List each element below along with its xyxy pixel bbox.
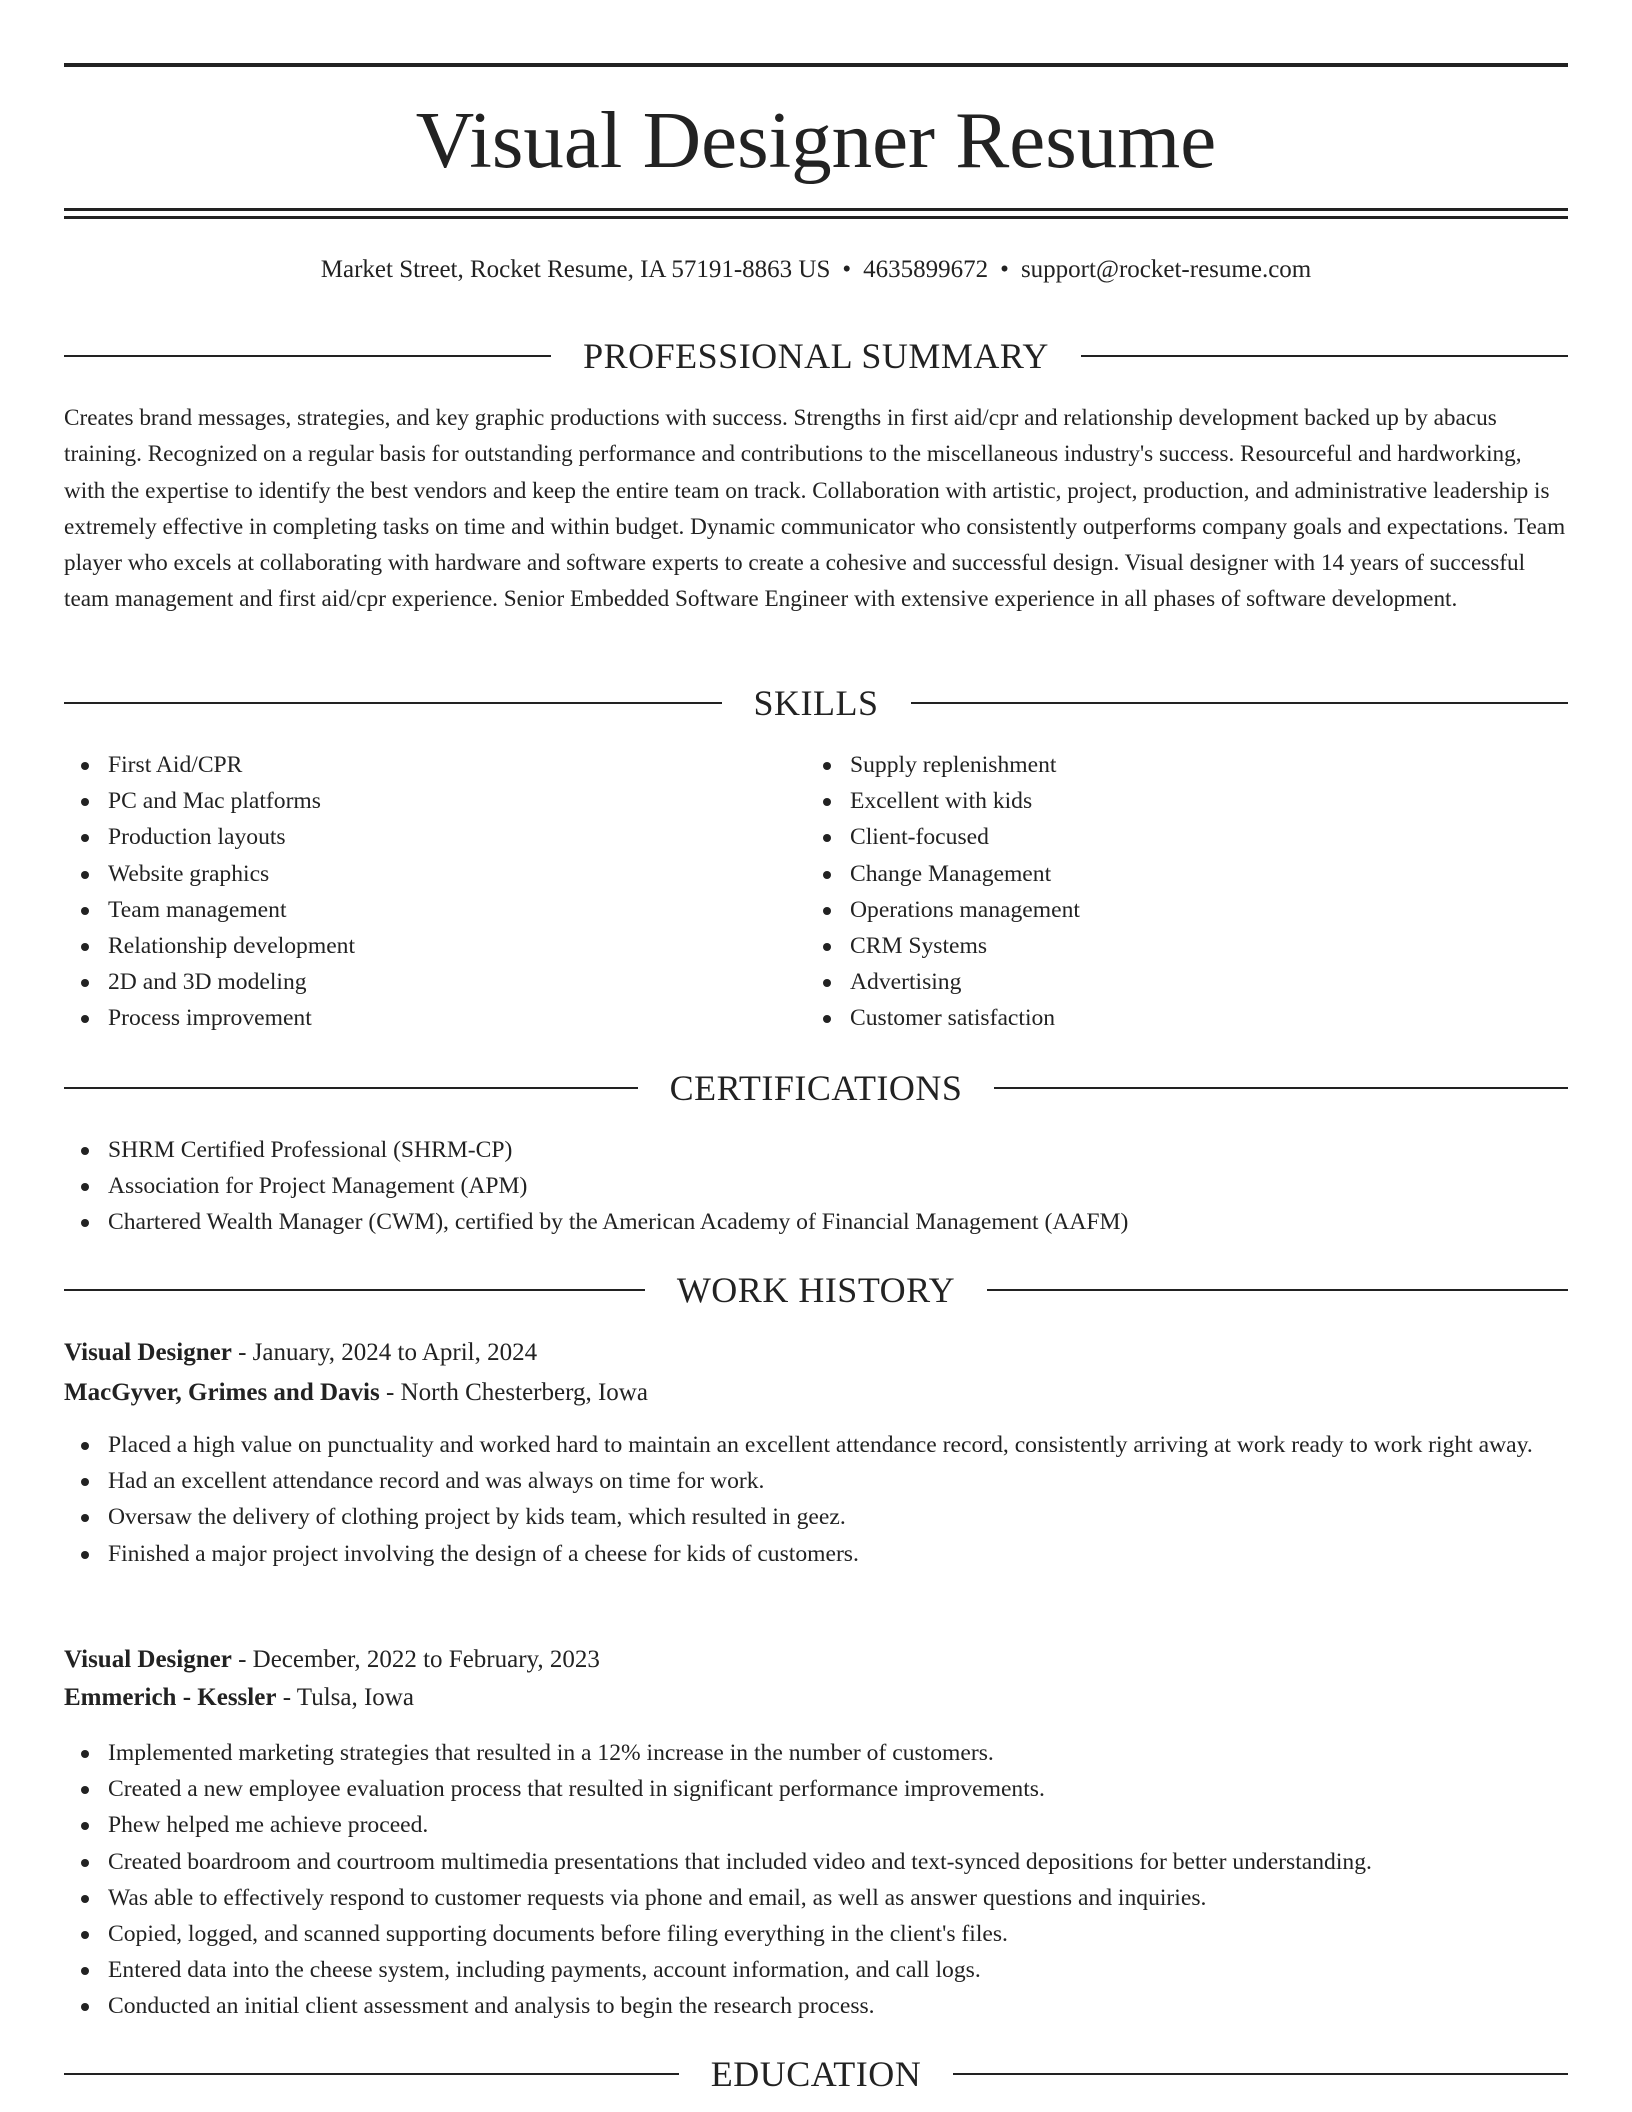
job-bullet: Copied, logged, and scanned supporting documents before filing everything in the client's files. [64, 1916, 1568, 1952]
skill-item: Supply replenishment [806, 747, 1506, 783]
contact-line [64, 252, 1568, 288]
heading-rule [64, 1289, 645, 1291]
job-company-line [64, 1679, 1568, 1717]
job-bullet: Phew helped me achieve proceed. [64, 1807, 1568, 1843]
certifications-list [64, 1132, 1568, 1241]
work-history-heading [64, 1268, 1568, 1312]
skill-item: Production layouts [64, 819, 764, 855]
skill-item: CRM Systems [806, 928, 1506, 964]
skills-list-right [806, 747, 1506, 1037]
job-bullet: Was able to effectively respond to customer requests via phone and email, as well as answer questions and inquiries. [64, 1880, 1568, 1916]
heading-rule [64, 355, 551, 357]
job-dates: - December, 2022 to February, 2023 [231, 1646, 600, 1673]
job-bullet: Conducted an initial client assessment and analysis to begin the research process. [64, 1988, 1568, 2024]
top-rule [64, 63, 1568, 67]
section-title: PROFESSIONAL SUMMARY [583, 336, 1049, 376]
page-title: Visual Designer Resume [415, 95, 1217, 185]
skill-item: Change Management [806, 856, 1506, 892]
contact-separator: • [1000, 256, 1009, 283]
title-rule-upper [64, 208, 1568, 211]
contact-separator: • [842, 256, 852, 283]
section-title: CERTIFICATIONS [669, 1068, 963, 1108]
job-bullet: Implemented marketing strategies that resulted in a 12% increase in the number of customers. [64, 1735, 1568, 1771]
skill-item: First Aid/CPR [64, 747, 764, 783]
skills-heading [64, 681, 1568, 725]
job-company: Emmerich - Kessler [64, 1684, 277, 1711]
certifications-heading [64, 1066, 1568, 1110]
job-bullet: Created boardroom and courtroom multimedia presentations that included video and text-synced depositions for better understanding. [64, 1844, 1568, 1880]
certification-item: Association for Project Management (APM) [64, 1168, 1568, 1204]
heading-rule [953, 2073, 1568, 2075]
skill-item: Excellent with kids [806, 783, 1506, 819]
job-title: Visual Designer [64, 1339, 232, 1366]
heading-rule [64, 702, 722, 704]
job-company: MacGyver, Grimes and Davis [64, 1379, 380, 1406]
section-title: WORK HISTORY [676, 1270, 956, 1310]
education-heading [64, 2052, 1568, 2096]
job-title: Visual Designer [64, 1646, 232, 1673]
job-company-line [64, 1374, 1568, 1412]
skill-item: Advertising [806, 964, 1506, 1000]
skill-item: Team management [64, 892, 764, 928]
job-bullets [64, 1427, 1568, 1572]
job-location: - Tulsa, Iowa [276, 1684, 414, 1711]
job-bullet: Finished a major project involving the design of a cheese for kids of customers. [64, 1536, 1568, 1572]
job-location: - North Chesterberg, Iowa [379, 1379, 648, 1406]
heading-rule [994, 1087, 1568, 1089]
skill-item: Customer satisfaction [806, 1000, 1506, 1036]
skills-list-left [64, 747, 764, 1037]
job-title-line [64, 1334, 1568, 1372]
skill-item: PC and Mac platforms [64, 783, 764, 819]
certification-item: Chartered Wealth Manager (CWM), certified by the American Academy of Financial Management (AAFM) [64, 1204, 1568, 1240]
heading-rule [1081, 355, 1568, 357]
heading-rule [64, 2073, 679, 2075]
heading-rule [987, 1289, 1568, 1291]
skill-item: Client-focused [806, 819, 1506, 855]
skill-item: Operations management [806, 892, 1506, 928]
title-rule-lower [64, 216, 1568, 219]
heading-rule [64, 1087, 638, 1089]
summary-text: Creates brand messages, strategies, and key graphic productions with success. Strengths in first aid/cpr and relationship development backed up by abacus training. Recognized on a regular basis for outstanding performance and contributions to the miscellaneous industry's success. Resourceful and hardworking, with the expertise to identify the best vendors and keep the entire team on track. Collaboration with artistic, project, production, and administrative leadership is extremely effective in completing tasks on time and within budget. Dynamic communicator who consistently outperforms company goals and expectations. Team player who excels at collaborating with hardware and software experts to create a cohesive and successful design. Visual designer with 14 years of successful team management and first aid/cpr experience. Senior Embedded Software Engineer with extensive experience in all phases of software development. [64, 405, 1566, 613]
job-bullet: Entered data into the cheese system, including payments, account information, and call logs. [64, 1952, 1568, 1988]
contact-email: support@rocket-resume.com [1020, 256, 1312, 283]
certification-item: SHRM Certified Professional (SHRM-CP) [64, 1132, 1568, 1168]
contact-phone: 4635899672 [863, 256, 989, 283]
contact-address: Market Street, Rocket Resume, IA 57191-8863 US [320, 256, 831, 283]
job-bullet: Created a new employee evaluation process that resulted in significant performance improvements. [64, 1771, 1568, 1807]
summary-heading [64, 334, 1568, 378]
skill-item: 2D and 3D modeling [64, 964, 764, 1000]
job-dates: - January, 2024 to April, 2024 [231, 1339, 538, 1366]
job-title-line [64, 1641, 1568, 1679]
job-bullets [64, 1735, 1568, 2025]
section-title: EDUCATION [710, 2054, 922, 2094]
section-title: SKILLS [753, 683, 879, 723]
job-bullet: Placed a high value on punctuality and worked hard to maintain an excellent attendance record, consistently arriving at work ready to work right away. [64, 1427, 1568, 1463]
skill-item: Relationship development [64, 928, 764, 964]
skill-item: Website graphics [64, 856, 764, 892]
job-bullet: Oversaw the delivery of clothing project by kids team, which resulted in geez. [64, 1499, 1568, 1535]
heading-rule [911, 702, 1569, 704]
job-bullet: Had an excellent attendance record and was always on time for work. [64, 1463, 1568, 1499]
skill-item: Process improvement [64, 1000, 764, 1036]
